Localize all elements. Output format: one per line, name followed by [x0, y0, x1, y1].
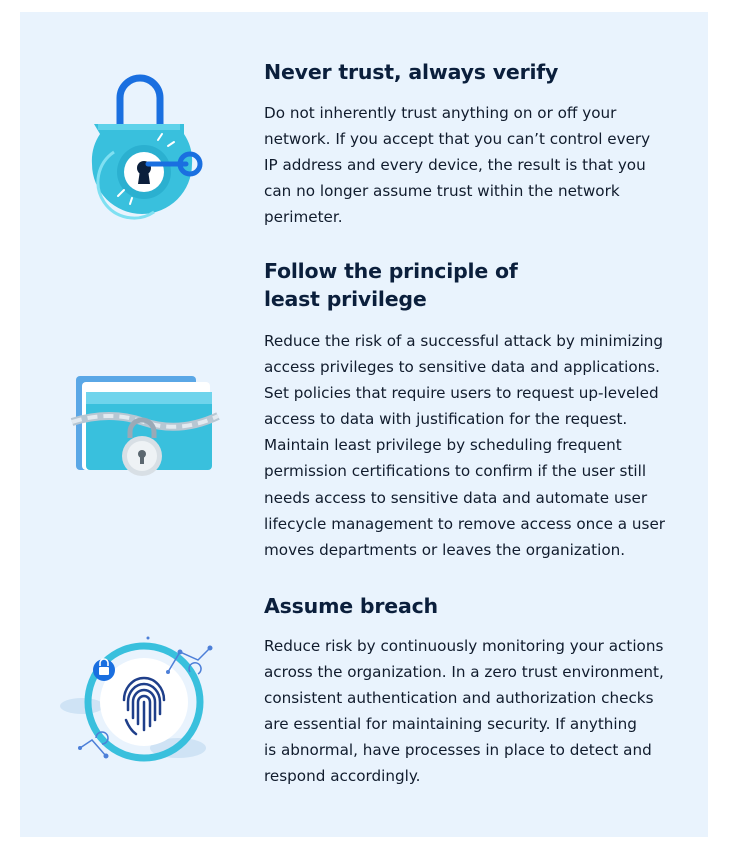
fingerprint-scan-icon	[60, 630, 220, 770]
section-title-least-privilege: Follow the principle of least privilege	[264, 259, 518, 311]
section-body-never-trust: Do not inherently trust anything on or off your network. If you accept that you can’t control every IP address and every device, the result is that you can no longer assume trust within the network perimeter.	[264, 104, 651, 227]
padlock-key-icon	[84, 72, 206, 224]
chained-folder-icon	[70, 372, 220, 480]
section-title-never-trust: Never trust, always verify	[264, 60, 559, 84]
section-body-least-privilege: Reduce the risk of a successful attack by minimizing access privileges to sensitive data and applications. Set policies that require users to request up-leveled access to data with justification for the request. Maintain least privilege by scheduling frequent permission certifications to confirm if the user still needs access to sensitive data and automate user lifecycle management to remove access once a user moves departments or leaves the organization.	[264, 332, 666, 559]
section-title-assume-breach: Assume breach	[264, 594, 438, 618]
section-body-assume-breach: Reduce risk by continuously monitoring your actions across the organization. In a zero trust environment, consistent authentication and authorization checks are essential for maintaining security. If anything is abnormal, have processes in place to detect and respond accordingly.	[264, 637, 664, 786]
